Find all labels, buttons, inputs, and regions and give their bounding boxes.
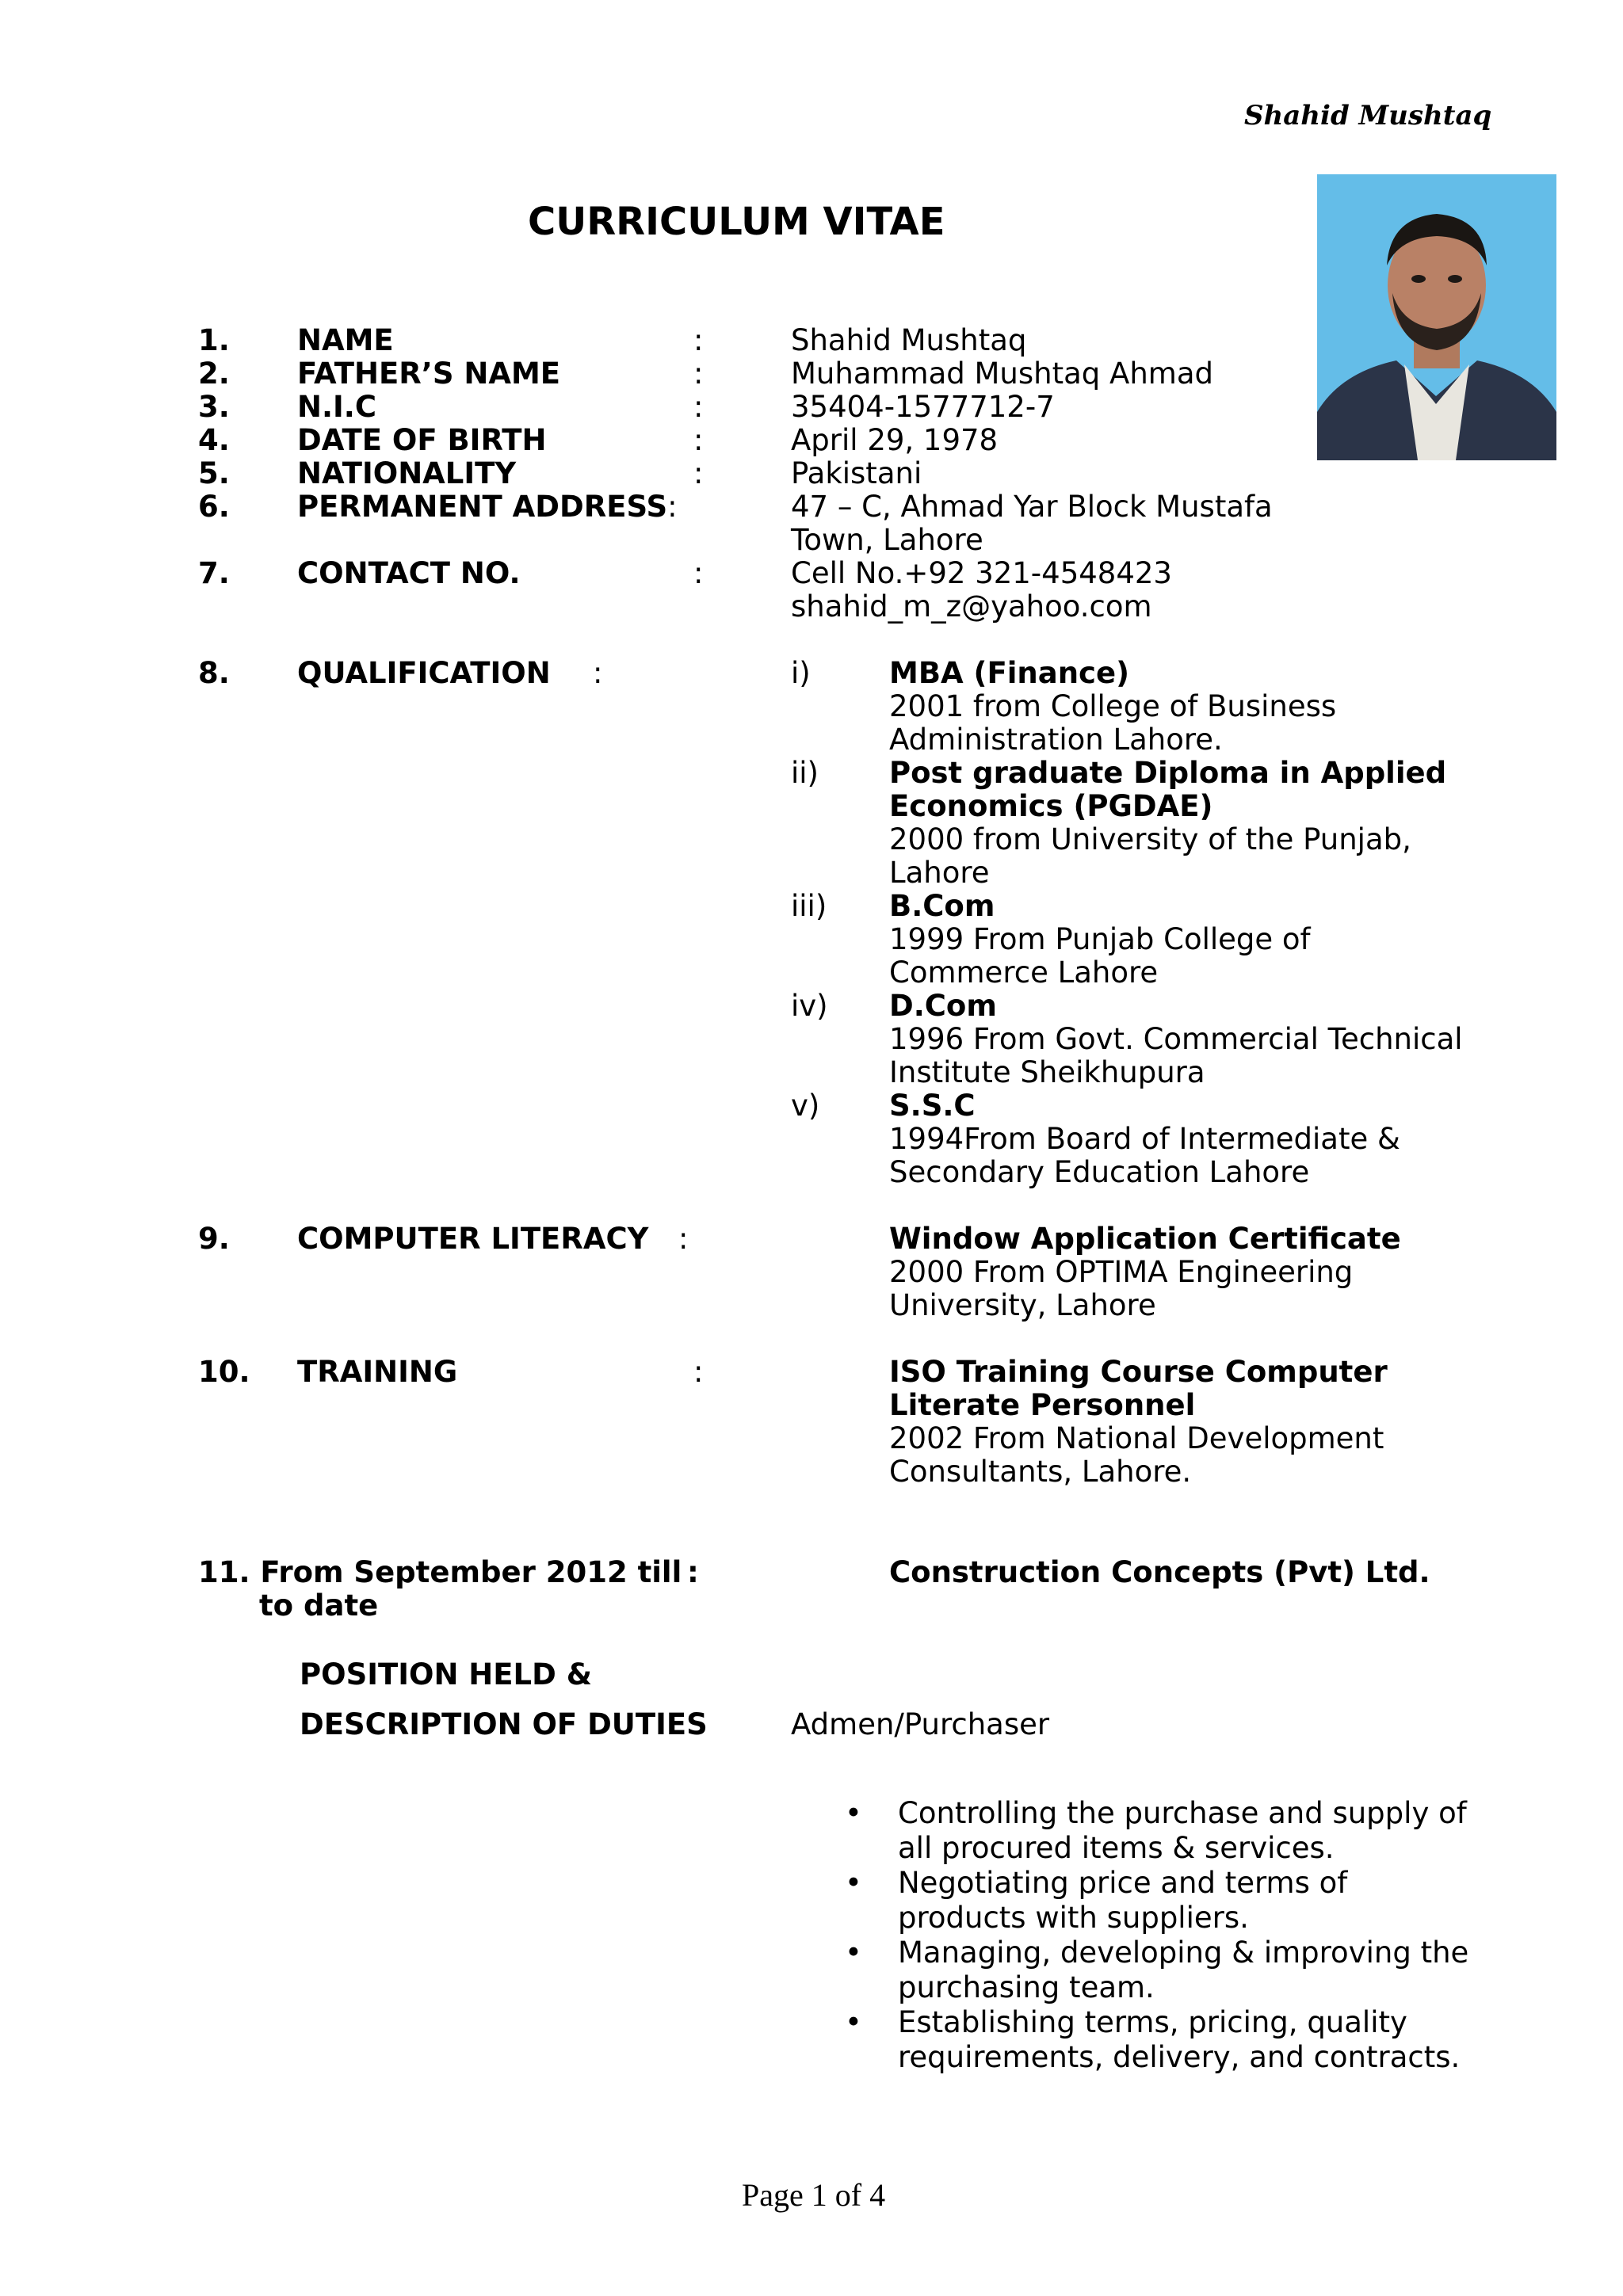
qualification-detail: Administration Lahore. (889, 723, 1223, 757)
qualification-detail: Lahore (889, 856, 990, 890)
section-label-qualification: QUALIFICATION (297, 656, 551, 690)
field-label-fathers-name: FATHER’S NAME (297, 357, 561, 391)
qualification-title: Economics (PGDAE) (889, 789, 1213, 823)
duty-line: all procured items & services. (898, 1831, 1335, 1865)
field-label-permanent-address (297, 490, 678, 524)
bullet-icon: • (845, 1866, 862, 1900)
field-label-nic: N.I.C (297, 390, 376, 424)
training-title: ISO Training Course Computer (889, 1355, 1388, 1389)
qualification-title: B.Com (889, 889, 995, 923)
position-value: Admen/Purchaser (791, 1707, 1050, 1741)
field-value-address-line2: Town, Lahore (791, 523, 983, 557)
colon: : (693, 357, 704, 391)
row-number: 5. (198, 456, 230, 490)
field-value-name: Shahid Mushtaq (791, 323, 1027, 357)
training-detail: Consultants, Lahore. (889, 1455, 1192, 1489)
computer-title: Window Application Certificate (889, 1222, 1401, 1256)
field-value-email: shahid_m_z@yahoo.com (791, 589, 1152, 624)
colon: : (693, 1355, 704, 1389)
row-number: 6. (198, 490, 230, 524)
field-value-nic: 35404-1577712-7 (791, 390, 1055, 424)
computer-detail: University, Lahore (889, 1288, 1156, 1322)
bullet-icon: • (845, 2005, 862, 2039)
colon: : (678, 1222, 689, 1256)
profile-photo (1317, 174, 1556, 460)
duty-line: purchasing team. (898, 1970, 1155, 2004)
section-label-training: TRAINING (297, 1355, 458, 1389)
experience-company: Construction Concepts (Pvt) Ltd. (889, 1555, 1430, 1589)
qualification-detail: Commerce Lahore (889, 955, 1159, 990)
label-text: PERMANENT ADDRESS (297, 490, 668, 524)
duty-line: Controlling the purchase and supply of (898, 1796, 1467, 1830)
position-label: POSITION HELD & (300, 1657, 592, 1691)
row-number: 2. (198, 357, 230, 391)
training-title: Literate Personnel (889, 1388, 1196, 1422)
duty-line: requirements, delivery, and contracts. (898, 2040, 1461, 2074)
page-number: Page 1 of 4 (742, 2177, 886, 2213)
qualification-detail: 1994From Board of Intermediate & (889, 1122, 1400, 1156)
qualification-title: MBA (Finance) (889, 656, 1129, 690)
colon: : (687, 1555, 699, 1589)
qualification-detail: 1996 From Govt. Commercial Technical (889, 1022, 1463, 1056)
computer-detail: 2000 From OPTIMA Engineering (889, 1255, 1354, 1289)
qualification-title: Post graduate Diploma in Applied (889, 756, 1447, 790)
row-number: 1. (198, 323, 230, 357)
portrait-image (1317, 174, 1556, 460)
row-number: 3. (198, 390, 230, 424)
row-number: 7. (198, 556, 230, 590)
colon: : (693, 456, 704, 490)
qualification-roman: iv) (791, 989, 828, 1023)
colon: : (667, 490, 678, 524)
training-detail: 2002 From National Development (889, 1421, 1384, 1455)
qualification-detail: Secondary Education Lahore (889, 1155, 1310, 1189)
duty-line: Establishing terms, pricing, quality (898, 2005, 1407, 2039)
qualification-roman: i) (791, 656, 811, 690)
section-label-computer-literacy: COMPUTER LITERACY (297, 1222, 649, 1256)
colon: : (693, 323, 704, 357)
colon: : (693, 390, 704, 424)
qualification-roman: v) (791, 1089, 820, 1123)
qualification-detail: 2000 from University of the Punjab, (889, 822, 1411, 856)
field-label-nationality: NATIONALITY (297, 456, 517, 490)
document-title: CURRICULUM VITAE (528, 200, 945, 244)
header-author-name: Shahid Mushtaq (1244, 100, 1492, 132)
row-number: 8. (198, 656, 230, 690)
field-value-address-line1: 47 – C, Ahmad Yar Block Mustafa (791, 490, 1273, 524)
duty-line: Negotiating price and terms of (898, 1866, 1348, 1900)
experience-period-label: 11. From September 2012 till (198, 1555, 682, 1589)
qualification-detail: 2001 from College of Business (889, 689, 1337, 723)
field-value-date-of-birth: April 29, 1978 (791, 423, 999, 457)
field-value-phone: Cell No.+92 321-4548423 (791, 556, 1172, 590)
field-label-contact-no: CONTACT NO. (297, 556, 521, 590)
bullet-icon: • (845, 1936, 862, 1970)
field-value-nationality: Pakistani (791, 456, 922, 490)
field-label-date-of-birth: DATE OF BIRTH (297, 423, 547, 457)
colon: : (593, 656, 603, 690)
field-value-fathers-name: Muhammad Mushtaq Ahmad (791, 357, 1213, 391)
row-number: 9. (198, 1222, 230, 1256)
bullet-icon: • (845, 1796, 862, 1830)
qualification-roman: iii) (791, 889, 827, 923)
qualification-title: S.S.C (889, 1089, 976, 1123)
qualification-detail: Institute Sheikhupura (889, 1055, 1205, 1089)
colon: : (693, 556, 704, 590)
experience-period-label: to date (259, 1589, 379, 1623)
duty-line: Managing, developing & improving the (898, 1936, 1469, 1970)
row-number: 10. (198, 1355, 250, 1389)
duty-line: products with suppliers. (898, 1901, 1249, 1935)
field-label-name: NAME (297, 323, 394, 357)
row-number: 4. (198, 423, 230, 457)
colon: : (693, 423, 704, 457)
qualification-roman: ii) (791, 756, 819, 790)
qualification-detail: 1999 From Punjab College of (889, 922, 1311, 956)
qualification-title: D.Com (889, 989, 997, 1023)
duties-label: DESCRIPTION OF DUTIES (300, 1707, 708, 1741)
